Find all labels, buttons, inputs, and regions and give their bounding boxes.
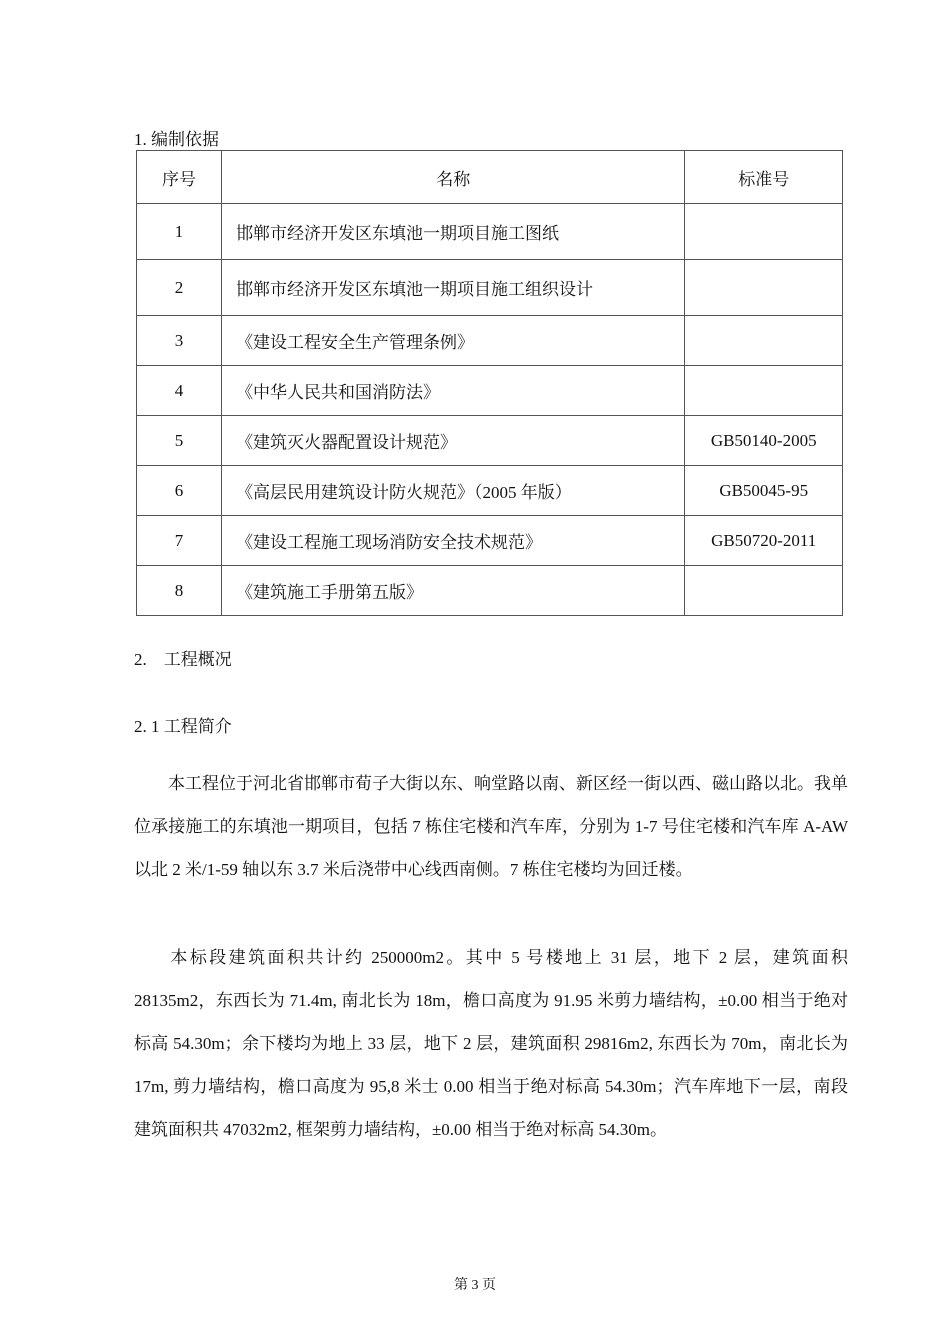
row-no: 6	[137, 466, 222, 516]
row-name: 邯郸市经济开发区东填池一期项目施工组织设计	[222, 260, 685, 316]
page-number: 第 3 页	[454, 1278, 496, 1293]
row-standard: GB50045-95	[685, 466, 843, 516]
header-cell-no: 序号	[137, 151, 222, 204]
row-standard: GB50140-2005	[685, 416, 843, 466]
row-standard	[685, 260, 843, 316]
paragraph-location-text: 本工程位于河北省邯郸市荀子大街以东、响堂路以南、新区经一街以西、磁山路以北。我单位承接施工的东填池一期项目，包括 7 栋住宅楼和汽车库，分别为 1-7 号住宅楼和汽车库 A-AW 以北 2 米/1-59 轴以东 3.7 米后浇带中心线西南侧。7 栋住宅楼均为回迁楼。	[134, 774, 848, 879]
row-no: 5	[137, 416, 222, 466]
row-no: 7	[137, 516, 222, 566]
table-row	[137, 466, 843, 516]
row-standard: GB50720-2011	[685, 516, 843, 566]
row-standard	[685, 204, 843, 260]
table-row	[137, 416, 843, 466]
row-name: 《中华人民共和国消防法》	[222, 366, 685, 416]
reference-table	[136, 150, 843, 616]
row-name: 《建设工程安全生产管理条例》	[222, 316, 685, 366]
table-header-row	[137, 151, 843, 204]
row-no: 3	[137, 316, 222, 366]
paragraph-location	[134, 762, 848, 891]
table-row	[137, 566, 843, 616]
section-heading-basis: 1. 编制依据	[134, 130, 219, 149]
row-no: 2	[137, 260, 222, 316]
table-row	[137, 366, 843, 416]
table-row	[137, 260, 843, 316]
row-name: 《高层民用建筑设计防火规范》（2005 年版）	[222, 466, 685, 516]
row-no: 8	[137, 566, 222, 616]
paragraph-area	[134, 936, 848, 1151]
row-standard	[685, 366, 843, 416]
row-standard	[685, 566, 843, 616]
section-heading-intro: 2. 1 工程简介	[134, 717, 232, 736]
row-name: 《建筑灭火器配置设计规范》	[222, 416, 685, 466]
row-name: 《建设工程施工现场消防安全技术规范》	[222, 516, 685, 566]
header-cell-standard: 标准号	[685, 151, 843, 204]
row-no: 4	[137, 366, 222, 416]
paragraph-area-text: 本标段建筑面积共计约 250000m2。其中 5 号楼地上 31 层，地下 2 层，建筑面积 28135m2，东西长为 71.4m, 南北长为 18m，檐口高度为 91.95 米剪力墙结构，±0.00 相当于绝对标高 54.30m；余下楼均为地上 33 层，地下 2 层，建筑面积 29816m2, 东西长为 70m，南北长为 17m, 剪力墙结构，檐口高度为 95,8 米士 0.00 相当于绝对标高 54.30m；汽车库地下一层，南段建筑面积共 47032m2, 框架剪力墙结构，±0.00 相当于绝对标高 54.30m。	[134, 948, 848, 1139]
table-row	[137, 204, 843, 260]
table-row	[137, 316, 843, 366]
row-standard	[685, 316, 843, 366]
table-row	[137, 516, 843, 566]
row-name: 《建筑施工手册第五版》	[222, 566, 685, 616]
header-cell-name: 名称	[222, 151, 685, 204]
section-heading-overview: 2. 工程概况	[134, 650, 232, 669]
row-no: 1	[137, 204, 222, 260]
row-name: 邯郸市经济开发区东填池一期项目施工图纸	[222, 204, 685, 260]
